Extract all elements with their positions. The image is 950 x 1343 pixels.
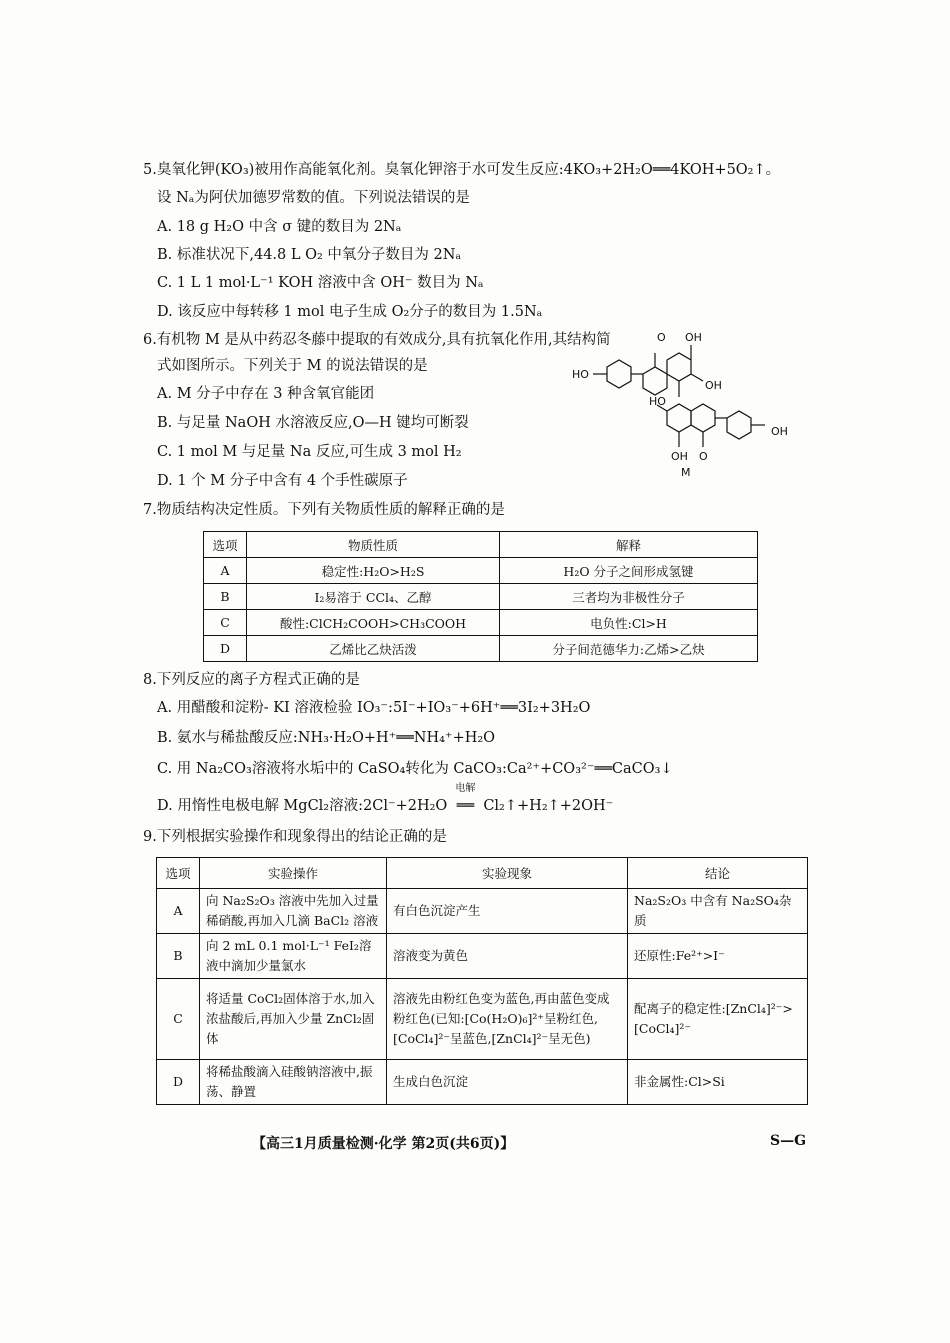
q8-option-d xyxy=(157,783,614,816)
table-cell: 乙烯比乙炔活泼 xyxy=(247,636,500,662)
table-cell: 向 2 mL 0.1 mol·L⁻¹ FeI₂溶液中滴加少量氯水 xyxy=(200,934,387,979)
q8-d-right: Cl₂↑+H₂↑+2OH⁻ xyxy=(483,798,614,814)
struct-oh-top: OH xyxy=(685,331,702,344)
q8-option-c: C. 用 Na₂CO₃溶液将水垢中的 CaSO₄转化为 CaCO₃:Ca²⁺+CO₃²⁻══CaCO₃↓ xyxy=(157,761,673,777)
table-header-row xyxy=(157,858,808,889)
q9-stem: 9.下列根据实验操作和现象得出的结论正确的是 xyxy=(143,829,447,845)
struct-o-bottom: O xyxy=(699,450,708,463)
q8-stem: 8.下列反应的离子方程式正确的是 xyxy=(143,672,360,688)
table-cell: 还原性:Fe²⁺>I⁻ xyxy=(628,934,808,979)
table-cell: D xyxy=(157,1060,200,1105)
q7-header-explanation: 解释 xyxy=(500,532,758,558)
q7-table xyxy=(203,531,758,662)
struct-oh-right: OH xyxy=(771,425,788,438)
table-cell: C xyxy=(204,610,247,636)
table-cell: 向 Na₂S₂O₃ 溶液中先加入过量稀硝酸,再加入几滴 BaCl₂ 溶液 xyxy=(200,889,387,934)
table-cell: 溶液先由粉红色变为蓝色,再由蓝色变成粉红色(已知:[Co(H₂O)₆]²⁺呈粉红色,[CoCl₄]²⁻呈蓝色,[ZnCl₄]²⁻呈无色) xyxy=(387,979,628,1060)
q5-stem-line1: 5.臭氧化钾(KO₃)被用作高能氧化剂。臭氧化钾溶于水可发生反应:4KO₃+2H₂O══4KOH+5O₂↑。 xyxy=(143,162,781,178)
table-cell: 有白色沉淀产生 xyxy=(387,889,628,934)
q5-option-c: C. 1 L 1 mol·L⁻¹ KOH 溶液中含 OH⁻ 数目为 Nₐ xyxy=(157,275,484,291)
table-cell: H₂O 分子之间形成氢键 xyxy=(500,558,758,584)
q9-table xyxy=(156,857,808,1105)
q6-option-b: B. 与足量 NaOH 水溶液反应,O—H 键均可断裂 xyxy=(157,415,469,431)
q6-option-a: A. M 分子中存在 3 种含氧官能团 xyxy=(157,386,375,402)
struct-ho-mid: HO xyxy=(649,395,666,408)
q8-option-a: A. 用醋酸和淀粉- KI 溶液检验 IO₃⁻:5I⁻+IO₃⁻+6H⁺══3I₂+3H₂O xyxy=(157,700,591,716)
q9-header-phenomenon: 实验现象 xyxy=(387,858,628,889)
q6-option-c: C. 1 mol M 与足量 Na 反应,可生成 3 mol H₂ xyxy=(157,444,462,460)
struct-oh-mid: OH xyxy=(705,379,722,392)
table-row xyxy=(204,610,758,636)
struct-label-m: M xyxy=(681,466,691,479)
table-cell: 稳定性:H₂O>H₂S xyxy=(247,558,500,584)
q5-option-d: D. 该反应中每转移 1 mol 电子生成 O₂分子的数目为 1.5Nₐ xyxy=(157,304,543,320)
q6-stem-line1: 6.有机物 M 是从中药忍冬藤中提取的有效成分,具有抗氧化作用,其结构简 xyxy=(143,332,611,348)
q5-stem-line2: 设 Nₐ为阿伏加德罗常数的值。下列说法错误的是 xyxy=(157,190,470,206)
table-row xyxy=(157,979,808,1060)
table-cell: Na₂S₂O₃ 中含有 Na₂SO₄杂质 xyxy=(628,889,808,934)
table-row xyxy=(204,584,758,610)
table-cell: 将稀盐酸滴入硅酸钠溶液中,振荡、静置 xyxy=(200,1060,387,1105)
q9-header-conclusion: 结论 xyxy=(628,858,808,889)
table-row xyxy=(157,1060,808,1105)
table-cell: 电负性:Cl>H xyxy=(500,610,758,636)
q5-option-b: B. 标准状况下,44.8 L O₂ 中氧分子数目为 2Nₐ xyxy=(157,247,462,263)
q7-header-option: 选项 xyxy=(204,532,247,558)
molecule-m-structure xyxy=(565,325,815,485)
table-cell: C xyxy=(157,979,200,1060)
page-footer: 【高三1月质量检测·化学 第2页(共6页)】 xyxy=(252,1136,515,1152)
struct-oh-bottom: OH xyxy=(671,450,688,463)
table-row xyxy=(157,934,808,979)
q9-header-operation: 实验操作 xyxy=(200,858,387,889)
table-row xyxy=(204,636,758,662)
table-cell: 三者均为非极性分子 xyxy=(500,584,758,610)
table-cell: 酸性:ClCH₂COOH>CH₃COOH xyxy=(247,610,500,636)
table-cell: A xyxy=(157,889,200,934)
q6-stem-line2: 式如图所示。下列关于 M 的说法错误的是 xyxy=(157,358,428,374)
table-cell: D xyxy=(204,636,247,662)
table-cell: 生成白色沉淀 xyxy=(387,1060,628,1105)
q8-d-left: D. 用惰性电极电解 MgCl₂溶液:2Cl⁻+2H₂O xyxy=(157,798,448,814)
table-cell: 配离子的稳定性:[ZnCl₄]²⁻>[CoCl₄]²⁻ xyxy=(628,979,808,1060)
table-cell: 非金属性:Cl>Si xyxy=(628,1060,808,1105)
electrolysis-arrow: 电解 ══ xyxy=(447,796,483,816)
table-row xyxy=(157,889,808,934)
table-cell: A xyxy=(204,558,247,584)
electrolysis-label: 电解 xyxy=(455,783,476,794)
table-row xyxy=(204,558,758,584)
table-cell: 分子间范德华力:乙烯>乙炔 xyxy=(500,636,758,662)
paper-code: S—G xyxy=(770,1133,807,1149)
q7-header-property: 物质性质 xyxy=(247,532,500,558)
q5-option-a: A. 18 g H₂O 中含 σ 键的数目为 2Nₐ xyxy=(157,219,402,235)
table-cell: 将适量 CoCl₂固体溶于水,加入浓盐酸后,再加入少量 ZnCl₂固体 xyxy=(200,979,387,1060)
q8-option-b: B. 氨水与稀盐酸反应:NH₃·H₂O+H⁺══NH₄⁺+H₂O xyxy=(157,730,496,746)
table-header-row xyxy=(204,532,758,558)
struct-ho-left: HO xyxy=(572,368,589,381)
table-cell: 溶液变为黄色 xyxy=(387,934,628,979)
table-cell: B xyxy=(204,584,247,610)
table-cell: B xyxy=(157,934,200,979)
q7-stem: 7.物质结构决定性质。下列有关物质性质的解释正确的是 xyxy=(143,502,505,518)
q6-option-d: D. 1 个 M 分子中含有 4 个手性碳原子 xyxy=(157,473,408,489)
table-cell: I₂易溶于 CCl₄、乙醇 xyxy=(247,584,500,610)
q9-header-option: 选项 xyxy=(157,858,200,889)
struct-o-top: O xyxy=(657,331,666,344)
